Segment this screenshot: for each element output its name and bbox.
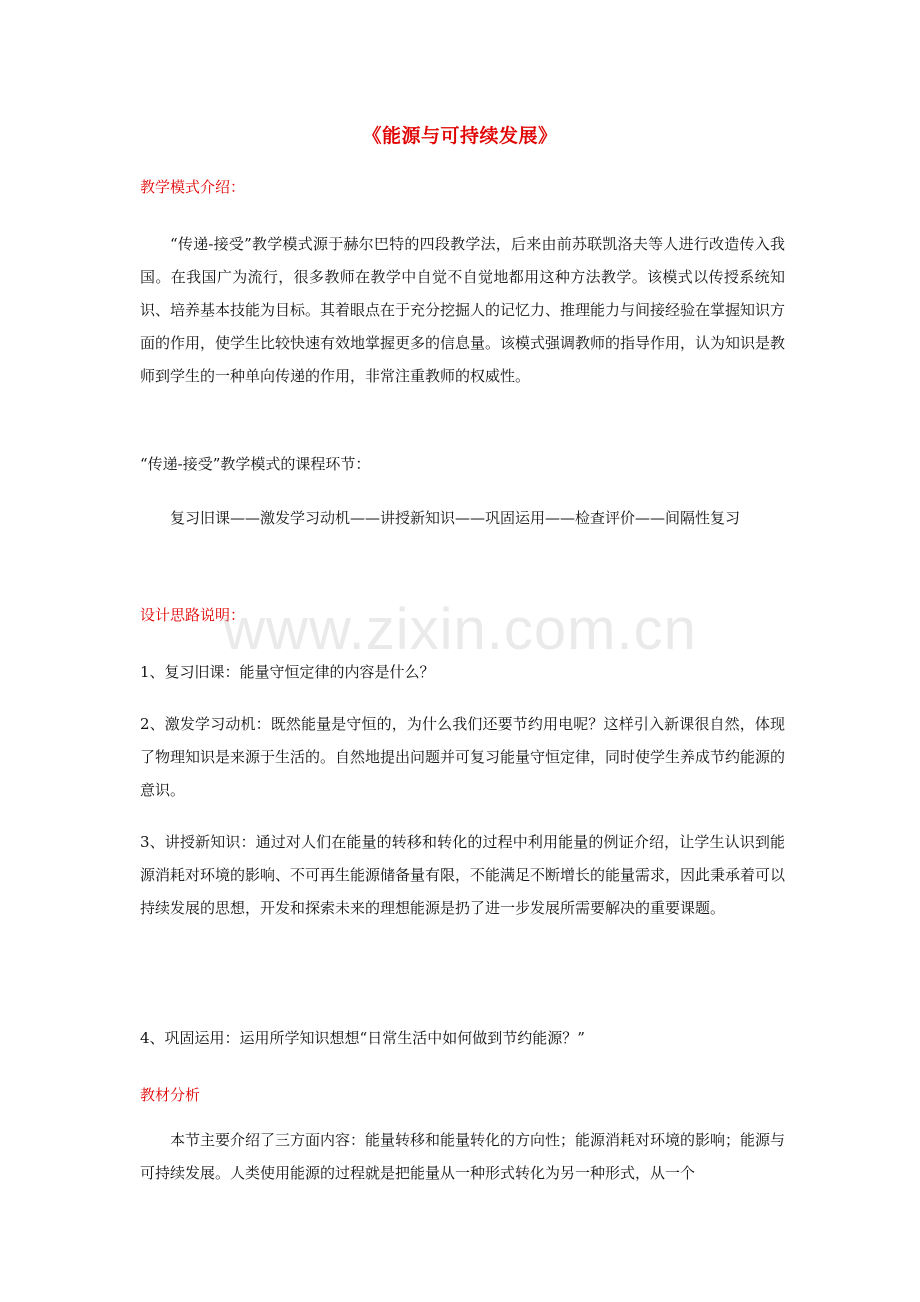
paragraph-mode-steps-label: “传递-接受”教学模式的课程环节： — [140, 455, 371, 473]
design-item-1: 1、复习旧课：能量守恒定律的内容是什么？ — [140, 663, 435, 681]
paragraph-mode-steps: 复习旧课——激发学习动机——讲授新知识——巩固运用——检查评价——间隔性复习 — [170, 509, 741, 527]
design-item-4: 4、巩固运用：运用所学知识想想“日常生活中如何做到节约能源？” — [140, 1029, 585, 1047]
watermark: www.zixin.com.cn — [223, 597, 697, 662]
paragraph-mode-intro: “传递-接受”教学模式源于赫尔巴特的四段教学法，后来由前苏联凯洛夫等人进行改造传入我国。在我国广为流行，很多教师在教学中自觉不自觉地都用这种方法教学。该模式以传授系统知识、培养基本技能为目标。其着眼点在于充分挖掘人的记忆力、推理能力与间接经验在掌握知识方面的作用，使学生比较快速有效地掌握更多的信息量。该模式强调教师的指导作用，认为知识是教师到学生的一种单向传递的作用，非常注重教师的权威性。 — [140, 235, 786, 385]
paragraph-analysis: 本节主要介绍了三方面内容：能量转移和能量转化的方向性；能源消耗对环境的影响；能源与可持续发展。人类使用能源的过程就是把能量从一种形式转化为另一种形式，从一个 — [140, 1131, 786, 1182]
design-item-2: 2、激发学习动机：既然能量是守恒的，为什么我们还要节约用电呢？这样引入新课很自然，体现了物理知识是来源于生活的。自然地提出问题并可复习能量守恒定律，同时使学生养成节约能源的意识。 — [140, 715, 786, 799]
section-heading-mode-intro: 教学模式介绍： — [140, 178, 246, 196]
section-heading-analysis: 教材分析 — [140, 1086, 201, 1104]
design-item-3: 3、讲授新知识：通过对人们在能量的转移和转化的过程中利用能量的例证介绍，让学生认识到能源消耗对环境的影响、不可再生能源储备量有限，不能满足不断增长的能量需求，因此秉承着可以持续发展的思想，开发和探索未来的理想能源是扔了进一步发展所需要解决的重要课题。 — [140, 833, 786, 917]
page-title: 《能源与可持续发展》 — [362, 125, 558, 147]
section-heading-design: 设计思路说明： — [140, 606, 246, 624]
